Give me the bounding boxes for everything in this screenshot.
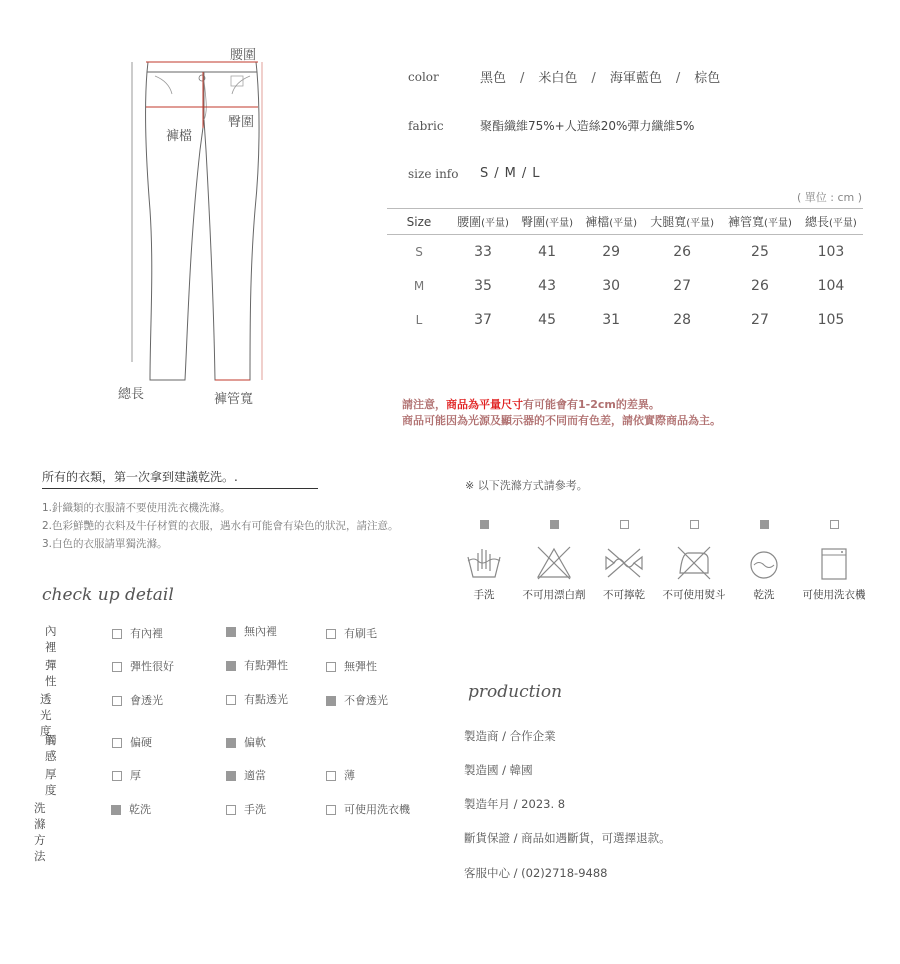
checkbox-checked-icon [226,627,236,637]
color-brown: 棕色 [694,71,721,86]
table-cell: 25 [751,244,769,260]
length-label: 總長 [118,387,145,402]
size-s: S [480,166,489,181]
checkup-option: 厚 [112,767,141,783]
size-sep: / [494,166,499,181]
color-black: 黑色 [480,71,507,86]
fabric-value: 聚酯纖維75%+人造絲20%彈力纖維5% [480,119,695,133]
color-sep: / [675,71,681,86]
table-cell: 104 [817,278,845,294]
checkbox-checked-icon [111,805,121,815]
color-sep: / [591,71,596,86]
checkbox-icon [326,805,336,815]
table-cell: 26 [751,278,769,294]
table-cell: M [413,279,425,293]
table-row [387,235,863,270]
size-list [480,166,540,181]
no-iron-icon [674,543,714,583]
size-table [387,208,863,337]
checkbox-icon [112,696,122,706]
hip-label: 臀圍 [228,115,255,130]
checkbox-checked-icon [226,771,236,781]
checkup-option: 彈性很好 [112,658,174,674]
checkbox-icon [112,771,122,781]
pants-diagram [110,40,280,390]
no-bleach-icon [534,543,574,583]
checkup-label: 內裡 [45,624,57,654]
production-line: 製造年月 / 2023. 8 [464,797,566,811]
checkbox-checked-icon [480,520,489,529]
header-waist: 腰圍(平量) [451,209,515,235]
header-length: 總長(平量) [799,209,863,235]
rise-label: 褲檔 [166,129,193,144]
checkbox-icon [830,520,839,529]
checkbox-checked-icon [226,661,236,671]
washing-item [799,514,869,602]
checkup-option: 有內裡 [112,625,163,641]
washing-item [659,514,729,602]
table-cell: 45 [538,312,556,328]
table-cell: 27 [673,278,692,294]
checkup-option: 無彈性 [326,658,377,674]
size-table-header [387,209,863,235]
washing-label: 不可擰乾 [603,589,645,601]
washing-item [519,514,589,602]
washing-item [589,514,659,602]
unit-note: ( 單位 : cm ) [797,191,863,204]
production-title: production [468,682,563,702]
checkup-option: 偏軟 [226,734,266,750]
waist-label: 腰圍 [230,48,257,63]
checkup-option: 適當 [226,767,266,783]
color-ivory: 米白色 [538,71,578,86]
size-info-key: size info [408,167,459,181]
checkup-label: 觸感 [45,733,57,763]
dry-clean-icon [744,543,784,583]
table-cell: 41 [538,244,556,260]
color-list [480,67,720,86]
checkup-option: 可使用洗衣機 [326,801,410,817]
checkup-label: 彈性 [45,658,57,688]
hand-wash-icon [464,543,504,583]
table-cell: 30 [602,278,621,294]
checkbox-icon [326,629,336,639]
table-cell: 29 [602,244,621,260]
care-line: 2.色彩鮮艷的衣料及牛仔材質的衣服，遇水有可能會有染色的狀況，請注意。 [42,520,399,532]
size-m: M [504,166,516,181]
checkbox-icon [620,520,629,529]
notice-color-text: 商品可能因為光源及顯示器的不同而有色差，請依實際商品為主。 [402,414,721,427]
checkup-option: 有點彈性 [226,657,288,673]
checkbox-icon [226,695,236,705]
header-rise: 褲檔(平量) [579,209,643,235]
table-row [387,269,863,303]
checkup-option: 乾洗 [111,801,151,817]
table-cell: 43 [538,278,556,294]
checkup-option: 薄 [326,767,355,783]
washing-label: 手洗 [473,589,495,601]
checkup-label: 洗滌方法 [34,801,46,863]
table-cell: 105 [817,312,845,328]
table-cell: 27 [751,312,769,328]
checkbox-icon [112,662,122,672]
checkbox-checked-icon [550,520,559,529]
table-cell: 26 [673,244,692,260]
production-line: 製造商 / 合作企業 [464,729,556,743]
checkbox-checked-icon [760,520,769,529]
checkup-option: 會透光 [112,692,163,708]
checkbox-icon [326,771,336,781]
checkup-option: 手洗 [226,801,266,817]
checkup-option: 無內裡 [226,623,277,639]
checkbox-icon [226,805,236,815]
checkup-option: 有刷毛 [326,625,377,641]
checkbox-icon [112,629,122,639]
table-cell: L [415,313,423,327]
header-hem: 褲管寬(平量) [721,209,799,235]
production-line: 製造國 / 韓國 [464,763,533,777]
washing-label: 不可使用熨斗 [662,589,726,601]
color-sep: / [520,71,525,86]
header-size: Size [387,209,451,235]
check-up-title: check up detail [42,585,174,605]
checkup-option: 有點透光 [226,691,288,707]
checkbox-icon [112,738,122,748]
care-list [42,499,399,553]
notice-text: 請注意， [402,398,446,411]
washing-machine-icon [814,543,854,583]
checkbox-icon [690,520,699,529]
washing-label: 不可用漂白劑 [522,589,586,601]
production-line: 斷貨保證 / 商品如遇斷貨，可選擇退款。 [464,831,671,845]
table-cell: S [415,245,423,259]
checkup-option: 偏硬 [112,734,152,750]
checkbox-icon [326,662,336,672]
washing-label: 乾洗 [753,589,775,601]
no-wring-icon [604,543,644,583]
washing-note: ※ 以下洗滌方式請參考。 [465,479,588,492]
table-cell: 33 [474,244,492,260]
care-line: 3.白色的衣服請單獨洗滌。 [42,538,168,550]
checkbox-checked-icon [226,738,236,748]
hem-label: 褲管寬 [214,392,254,407]
production-line: 客服中心 / (02)2718-9488 [464,866,608,880]
checkup-label: 厚度 [45,767,57,797]
table-cell: 28 [673,312,692,328]
care-line: 1.針織類的衣服請不要使用洗衣機洗滌。 [42,502,231,514]
washing-label: 可使用洗衣機 [802,589,866,601]
care-title: 所有的衣類，第一次拿到建議乾洗。. [42,468,318,489]
table-cell: 31 [602,312,621,328]
header-hip: 臀圍(平量) [515,209,579,235]
checkbox-checked-icon [326,696,336,706]
table-cell: 37 [474,312,492,328]
notice-text: 有可能會有1-2cm的差異。 [523,398,660,411]
checkup-label: 透光度 [40,692,52,738]
notice-highlight: 商品為平量尺寸 [446,398,523,411]
size-l: L [532,166,540,181]
table-cell: 103 [817,244,845,260]
size-notice [402,397,721,429]
checkup-option: 不會透光 [326,692,388,708]
size-sep: / [521,166,527,181]
table-row [387,303,863,337]
header-thigh: 大腿寬(平量) [643,209,721,235]
color-key: color [408,70,439,84]
washing-item [449,514,519,602]
fabric-key: fabric [408,119,444,133]
color-navy: 海軍藍色 [609,71,662,86]
washing-item [729,514,799,602]
table-cell: 35 [474,278,492,294]
washing-symbols [449,514,869,602]
